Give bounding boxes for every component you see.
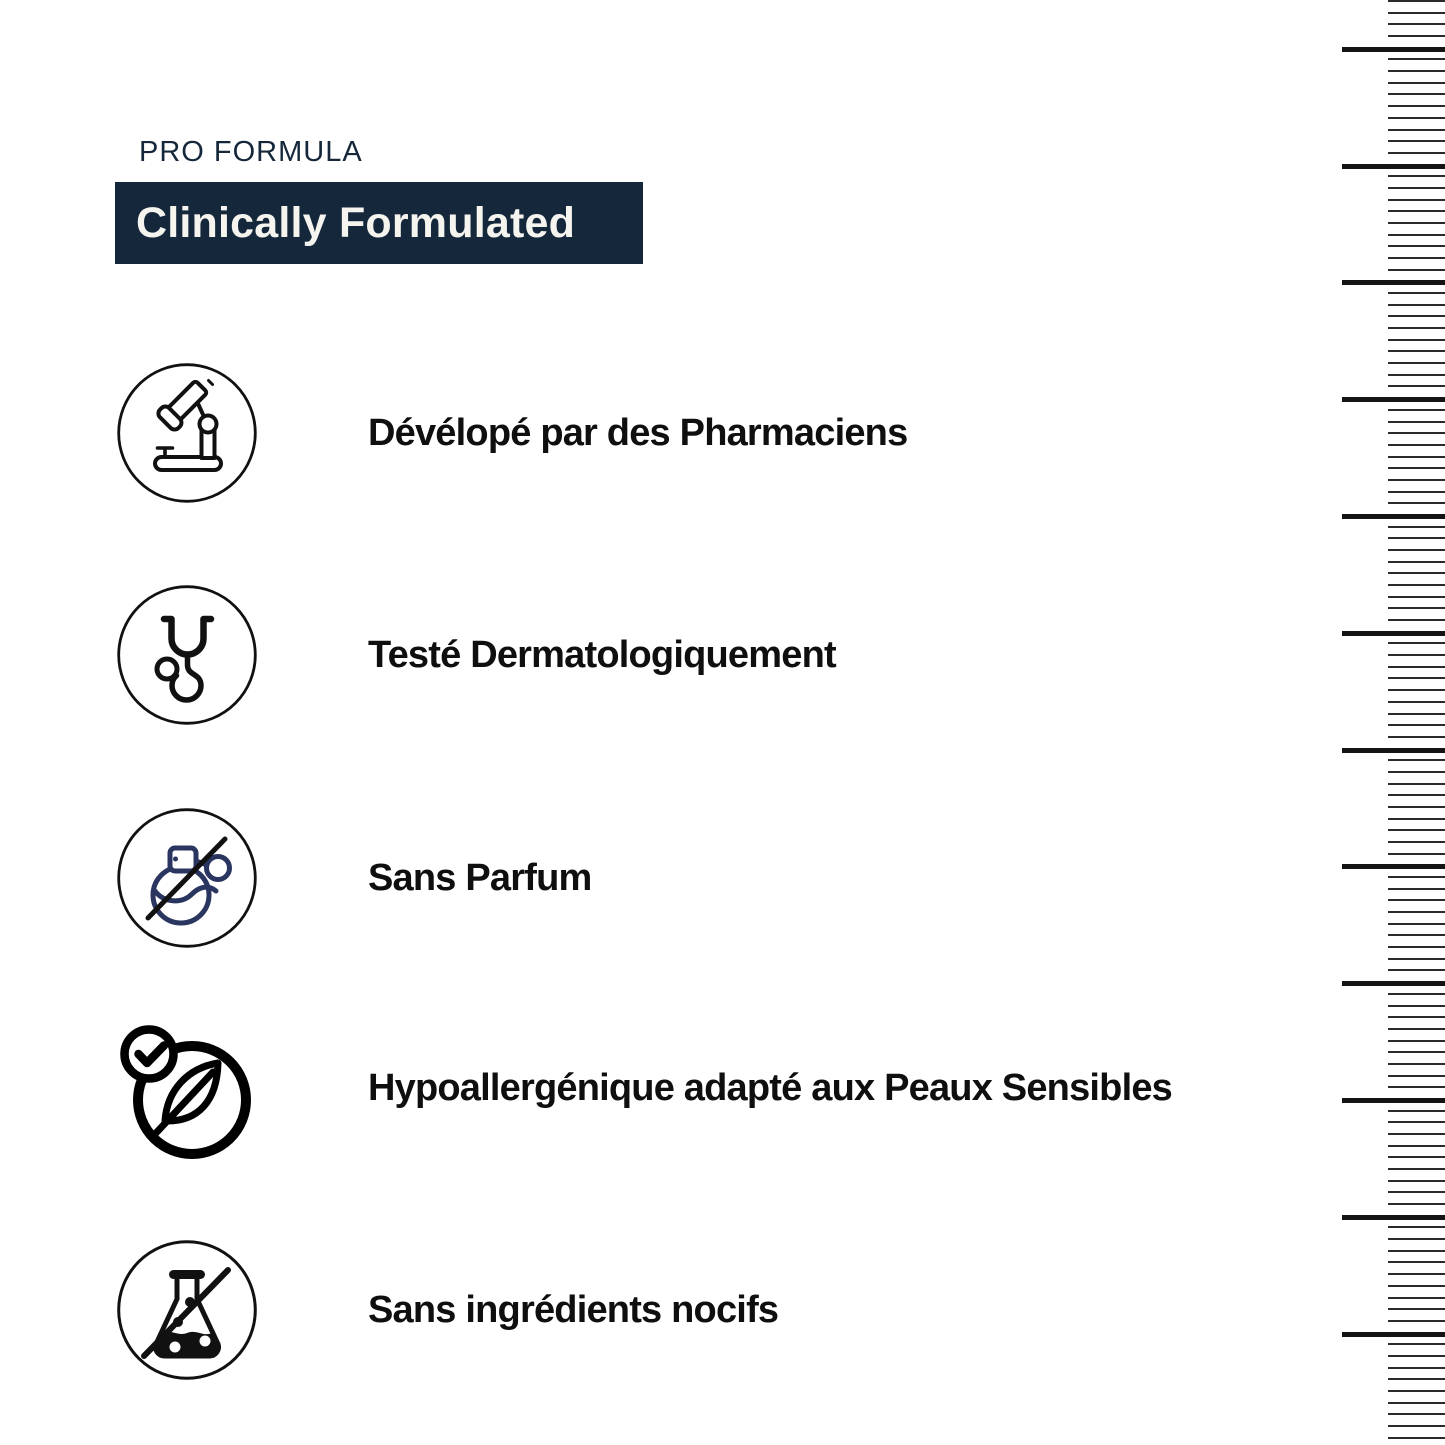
ruler-minor-tick [1388, 199, 1445, 201]
ruler-minor-tick [1388, 1320, 1445, 1322]
ruler-minor-tick [1388, 946, 1445, 948]
ruler-minor-tick [1388, 1028, 1445, 1030]
ruler-minor-tick [1388, 1145, 1445, 1147]
ruler-minor-tick [1388, 432, 1445, 434]
ruler-minor-tick [1388, 269, 1445, 271]
ruler-minor-tick [1388, 0, 1445, 2]
ruler-minor-tick [1388, 806, 1445, 808]
feature-row-hypoallergenic [115, 1016, 1172, 1160]
ruler-minor-tick [1388, 444, 1445, 446]
page-title: Clinically Formulated [136, 198, 576, 247]
ruler-minor-tick [1388, 993, 1445, 995]
ruler-major-tick [1342, 748, 1445, 753]
ruler-minor-tick [1388, 1355, 1445, 1357]
ruler-major-tick [1342, 280, 1445, 285]
ruler-major-tick [1342, 1332, 1445, 1337]
ruler-minor-tick [1388, 409, 1445, 411]
ruler-minor-tick [1388, 1343, 1445, 1345]
ruler-minor-tick [1388, 1191, 1445, 1193]
ruler-minor-tick [1388, 35, 1445, 37]
ruler-minor-tick [1388, 607, 1445, 609]
ruler-minor-tick [1388, 1425, 1445, 1427]
ruler-minor-tick [1388, 117, 1445, 119]
ruler-minor-tick [1388, 934, 1445, 936]
ruler-minor-tick [1388, 572, 1445, 574]
ruler-minor-tick [1388, 829, 1445, 831]
microscope-icon [115, 361, 259, 505]
ruler-minor-tick [1388, 327, 1445, 329]
ruler-minor-tick [1388, 304, 1445, 306]
feature-row-no-harmful-ingredients [115, 1238, 778, 1382]
ruler-major-tick [1342, 981, 1445, 986]
ruler-minor-tick [1388, 526, 1445, 528]
ruler-minor-tick [1388, 1238, 1445, 1240]
no-flask-icon [115, 1238, 259, 1382]
ruler-minor-tick [1388, 841, 1445, 843]
ruler-minor-tick [1388, 152, 1445, 154]
ruler-minor-tick [1388, 140, 1445, 142]
eyebrow-label: PRO FORMULA [139, 136, 363, 168]
ruler-major-tick [1342, 164, 1445, 169]
ruler-minor-tick [1388, 1297, 1445, 1299]
ruler-minor-tick [1388, 210, 1445, 212]
ruler-minor-tick [1388, 1110, 1445, 1112]
ruler-minor-tick [1388, 537, 1445, 539]
ruler-minor-tick [1388, 642, 1445, 644]
feature-row-dermatology [115, 583, 836, 727]
ruler-minor-tick [1388, 350, 1445, 352]
ruler-minor-tick [1388, 677, 1445, 679]
ruler-minor-tick [1388, 374, 1445, 376]
title-banner [115, 182, 643, 264]
ruler-minor-tick [1388, 12, 1445, 14]
ruler-minor-tick [1388, 689, 1445, 691]
ruler-minor-tick [1388, 783, 1445, 785]
ruler-minor-tick [1388, 1367, 1445, 1369]
ruler-minor-tick [1388, 969, 1445, 971]
ruler-minor-tick [1388, 596, 1445, 598]
ruler-minor-tick [1388, 175, 1445, 177]
ruler-minor-tick [1388, 911, 1445, 913]
ruler-minor-tick [1388, 70, 1445, 72]
ruler-minor-tick [1388, 724, 1445, 726]
ruler-minor-tick [1388, 1016, 1445, 1018]
no-perfume-icon [115, 806, 259, 950]
feature-row-pharmacists [115, 361, 907, 505]
ruler-minor-tick [1388, 654, 1445, 656]
feature-label: Dévélopé par des Pharmaciens [368, 411, 908, 454]
ruler-minor-tick [1388, 1378, 1445, 1380]
ruler-minor-tick [1388, 292, 1445, 294]
ruler-minor-tick [1388, 561, 1445, 563]
ruler-minor-tick [1388, 549, 1445, 551]
ruler-minor-tick [1388, 701, 1445, 703]
ruler-major-tick [1342, 514, 1445, 519]
feature-label: Sans ingrédients nocifs [368, 1288, 779, 1331]
ruler-minor-tick [1388, 853, 1445, 855]
ruler-minor-tick [1388, 1273, 1445, 1275]
ruler-minor-tick [1388, 362, 1445, 364]
ruler-minor-tick [1388, 23, 1445, 25]
ruler-minor-tick [1388, 234, 1445, 236]
stethoscope-icon [115, 583, 259, 727]
ruler-minor-tick [1388, 456, 1445, 458]
ruler-minor-tick [1388, 58, 1445, 60]
ruler-major-tick [1342, 631, 1445, 636]
ruler-minor-tick [1388, 1075, 1445, 1077]
ruler-minor-tick [1388, 818, 1445, 820]
ruler-minor-tick [1388, 479, 1445, 481]
ruler-minor-tick [1388, 1051, 1445, 1053]
ruler-minor-tick [1388, 105, 1445, 107]
ruler-minor-tick [1388, 129, 1445, 131]
ruler-major-tick [1342, 47, 1445, 52]
ruler-minor-tick [1388, 736, 1445, 738]
ruler-minor-tick [1388, 1308, 1445, 1310]
ruler-minor-tick [1388, 584, 1445, 586]
ruler-major-tick [1342, 1098, 1445, 1103]
ruler-minor-tick [1388, 245, 1445, 247]
ruler-major-tick [1342, 1215, 1445, 1220]
ruler-minor-tick [1388, 1390, 1445, 1392]
ruler-minor-tick [1388, 82, 1445, 84]
ruler-major-tick [1342, 864, 1445, 869]
ruler-minor-tick [1388, 923, 1445, 925]
ruler-minor-tick [1388, 1413, 1445, 1415]
ruler-minor-tick [1388, 502, 1445, 504]
ruler-minor-tick [1388, 1040, 1445, 1042]
ruler-minor-tick [1388, 491, 1445, 493]
ruler-major-tick [1342, 397, 1445, 402]
ruler-minor-tick [1388, 467, 1445, 469]
ruler-minor-tick [1388, 888, 1445, 890]
ruler-minor-tick [1388, 1005, 1445, 1007]
ruler-minor-tick [1388, 1203, 1445, 1205]
ruler-minor-tick [1388, 1226, 1445, 1228]
ruler-minor-tick [1388, 619, 1445, 621]
feature-label: Hypoallergénique adapté aux Peaux Sensibles [368, 1066, 1173, 1109]
feature-label: Sans Parfum [368, 856, 592, 899]
ruler-minor-tick [1388, 1168, 1445, 1170]
ruler-minor-tick [1388, 339, 1445, 341]
feature-label: Testé Dermatologiquement [368, 633, 836, 676]
ruler-minor-tick [1388, 1133, 1445, 1135]
ruler-minor-tick [1388, 385, 1445, 387]
ruler-minor-tick [1388, 421, 1445, 423]
ruler-ticks [1335, 0, 1445, 1445]
ruler-minor-tick [1388, 257, 1445, 259]
ruler-minor-tick [1388, 187, 1445, 189]
ruler-minor-tick [1388, 1063, 1445, 1065]
ruler-minor-tick [1388, 93, 1445, 95]
feather-check-icon [115, 1016, 259, 1160]
ruler-minor-tick [1388, 713, 1445, 715]
ruler-minor-tick [1388, 1121, 1445, 1123]
ruler-minor-tick [1388, 1261, 1445, 1263]
ruler-minor-tick [1388, 666, 1445, 668]
ruler-minor-tick [1388, 771, 1445, 773]
ruler-minor-tick [1388, 958, 1445, 960]
ruler-minor-tick [1388, 315, 1445, 317]
ruler-minor-tick [1388, 1180, 1445, 1182]
ruler-minor-tick [1388, 794, 1445, 796]
ruler-minor-tick [1388, 1156, 1445, 1158]
ruler-minor-tick [1388, 899, 1445, 901]
ruler-minor-tick [1388, 1437, 1445, 1439]
ruler-minor-tick [1388, 222, 1445, 224]
ruler-minor-tick [1388, 1086, 1445, 1088]
ruler-minor-tick [1388, 759, 1445, 761]
ruler-minor-tick [1388, 1250, 1445, 1252]
ruler-minor-tick [1388, 876, 1445, 878]
ruler-minor-tick [1388, 1285, 1445, 1287]
ruler-minor-tick [1388, 1402, 1445, 1404]
feature-row-fragrance-free [115, 806, 592, 950]
